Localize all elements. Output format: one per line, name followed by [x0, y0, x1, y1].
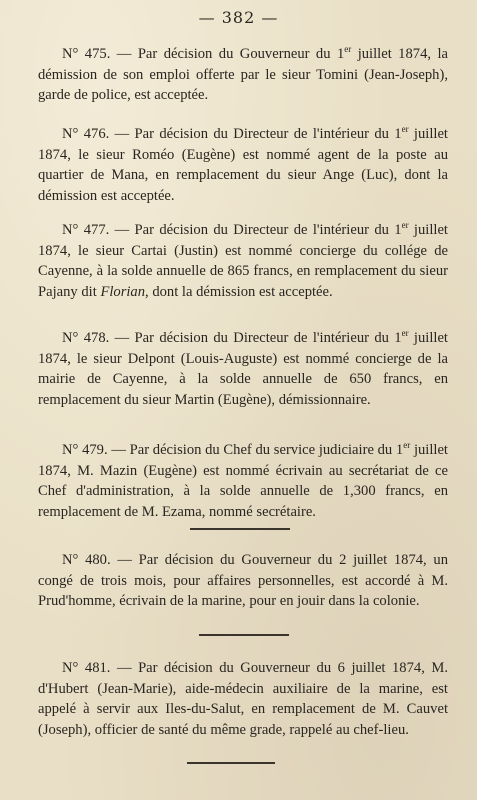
decision-text-cont: juillet 1874, le sieur Delpont (Louis-Auguste) est nommé concierge de la mairie de Cayenne, à la solde annuelle de 650 francs, en remplacement du sieur Martin (Eugène), démissionnaire.	[38, 330, 448, 408]
page-number: — 382 —	[198, 8, 279, 27]
decision-text: — Par décision du Directeur de l'intérieur du 1	[109, 222, 402, 238]
decision-481	[38, 658, 448, 740]
decision-478	[38, 328, 448, 410]
decision-number: N° 479.	[62, 442, 108, 458]
decision-480	[38, 550, 448, 612]
ordinal-suffix: er	[403, 440, 411, 451]
decision-text-cont: juillet 1874, M. Mazin (Eugène) est nommé écrivain au secrétariat de ce Chef d'administration, à la solde annuelle de 1,300 francs, en remplacement de M. Ezama, nommé secrétaire.	[38, 442, 448, 520]
decision-number: N° 478.	[62, 330, 110, 346]
decision-text: — Par décision du Gouverneur du 1	[110, 46, 345, 62]
decision-text: — Par décision du Gouverneur du 6 juillet 1874, M. d'Hubert (Jean-Marie), aide-médecin auxiliaire de la marine, est appelé à servir aux Iles-du-Salut, en remplacement de M. Cauvet (Joseph), officier de santé du même grade, rappelé au chef-lieu.	[38, 660, 448, 738]
separator-rule	[190, 528, 290, 530]
decision-text-cont: juillet 1874, le sieur Cartai (Justin) est nommé concierge du collége de Cayenne, à la solde annuelle de 865 francs, en remplacement du sieur Pajany dit	[38, 222, 448, 300]
ordinal-suffix: er	[401, 328, 409, 339]
decision-text: — Par décision du Gouverneur du 2 juillet 1874, un congé de trois mois, pour affaires personnelles, est accordé à M. Prud'homme, écrivain de la marine, pour en jouir dans la colonie.	[38, 552, 448, 609]
decision-number: N° 481.	[62, 660, 111, 676]
decision-text-cont: juillet 1874, la démission de son emploi offerte par le sieur Tomini (Jean-Joseph), garde de police, est acceptée.	[38, 46, 448, 103]
decision-text-cont: juillet 1874, le sieur Roméo (Eugène) est nommé agent de la poste au quartier de Mana, en remplacement du sieur Ange (Luc), dont la démission est acceptée.	[38, 126, 448, 204]
ordinal-suffix: er	[401, 124, 409, 135]
decision-text: — Par décision du Directeur de l'intérieur du 1	[109, 330, 402, 346]
italic-name: Florian	[100, 283, 146, 300]
decision-number: N° 477.	[62, 222, 110, 238]
decision-479	[38, 440, 448, 522]
decision-476	[38, 124, 448, 206]
decision-number: N° 480.	[62, 552, 111, 568]
decision-text: — Par décision du Directeur de l'intérieur du 1	[109, 126, 402, 142]
decision-477	[38, 220, 448, 302]
decision-text: — Par décision du Chef du service judiciaire du 1	[107, 442, 404, 458]
ordinal-suffix: er	[344, 44, 352, 55]
ordinal-suffix: er	[401, 220, 409, 231]
separator-rule	[199, 634, 289, 636]
decision-number: N° 475.	[62, 46, 111, 62]
decision-475	[38, 44, 448, 106]
separator-rule	[187, 762, 275, 764]
decision-number: N° 476.	[62, 126, 110, 142]
decision-text-tail: , dont la démission est acceptée.	[145, 283, 333, 300]
